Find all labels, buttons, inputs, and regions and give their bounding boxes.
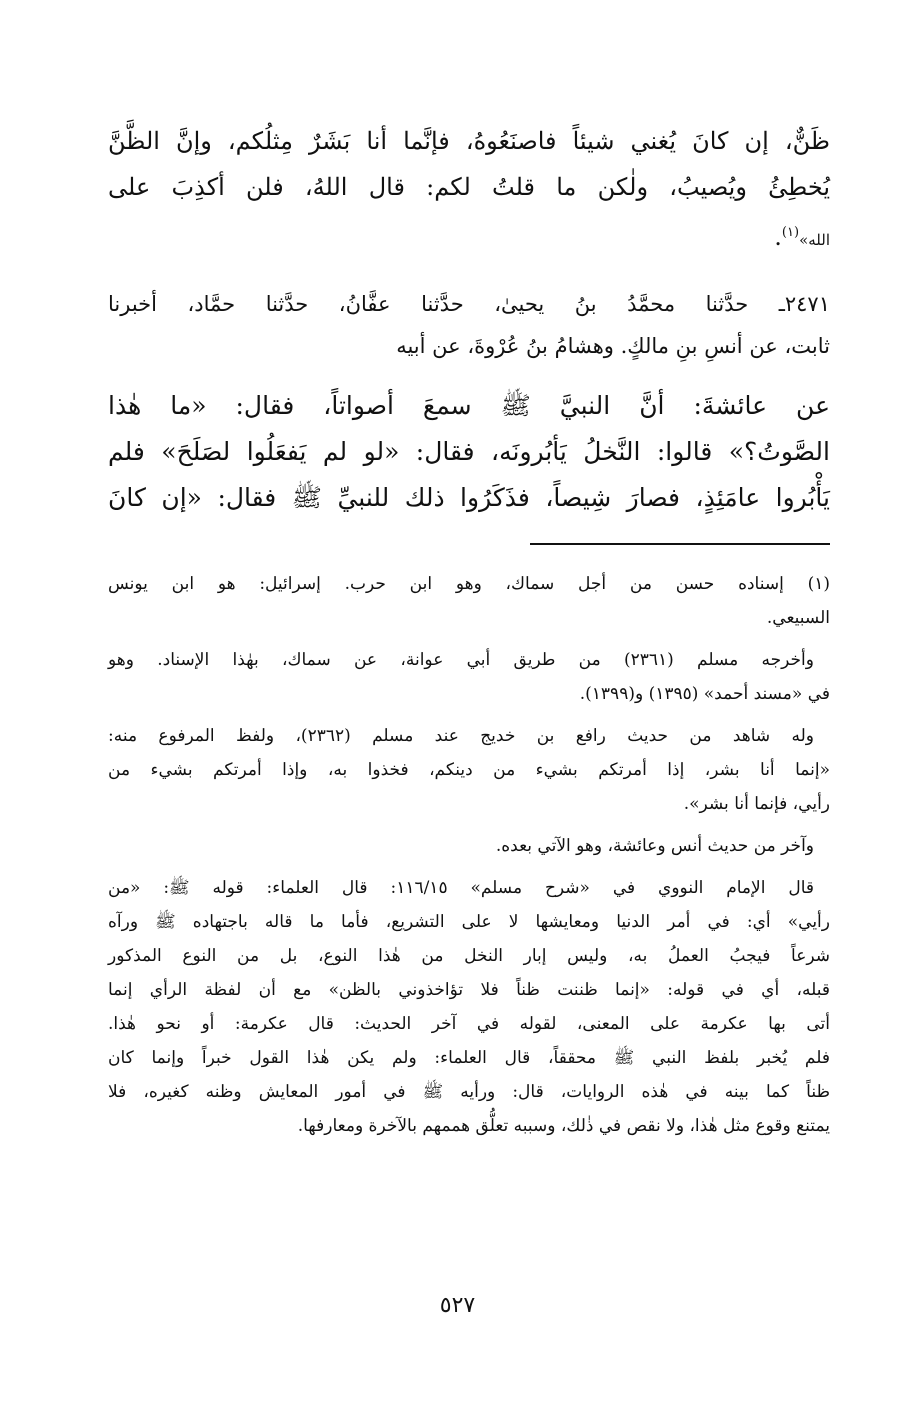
footnotes — [108, 567, 830, 1143]
footnote-line: السبيعي. — [766, 608, 830, 628]
footnote-paragraph — [108, 719, 830, 821]
footnote-reference: (١) — [781, 225, 800, 240]
footnote-line: رأيي» أي: في أمر الدنيا ومعايشها لا على التشريع، فأما ما قاله باجتهاده ﷺ ورآه — [108, 912, 830, 932]
footnote-line: قال الإمام النووي في «شرح مسلم» ١١٦/١٥: قال العلماء: قوله ﷺ: «من — [108, 878, 814, 898]
footnote-line: في «مسند أحمد» (١٣٩٥) و(١٣٩٩). — [579, 684, 830, 704]
main-text-word: الله» — [799, 231, 830, 249]
footnote-paragraph — [108, 643, 830, 711]
hadith-chain-line: ثابت، عن أنسِ بنِ مالكٍ. وهشامُ بنُ عُرْوةَ، عن أبيه — [396, 334, 830, 358]
footnote-paragraph — [108, 871, 830, 1143]
footnote-line: وله شاهد من حديث رافع بن خديج عند مسلم (٢٣٦٢)، ولفظ المرفوع منه: — [108, 726, 814, 746]
hadith-text-line: الصَّوتُ؟» قالوا: النَّخلُ يَأبُرونَه، فقال: «لو لم يَفعَلُوا لصَلَحَ» فلم — [108, 437, 830, 466]
footnote-line: وأخرجه مسلم (٢٣٦١) من طريق أبي عوانة، عن سماك، بهٰذا الإسناد. وهو — [108, 650, 814, 670]
hadith-text-line: عن عائشةَ: أنَّ النبيَّ ﷺ سمعَ أصواتاً، فقال: «ما هٰذا — [108, 391, 830, 420]
footnote-paragraph — [108, 567, 830, 635]
footnote-line: أتى بها عكرمة على المعنى، لقوله في آخر الحديث: قال عكرمة: أو نحو هٰذا. — [108, 1014, 830, 1034]
footnote-line: «إنما أنا بشر، إذا أمرتكم بشيء من دينكم، فخذوا به، وإذا أمرتكم بشيء من — [108, 760, 830, 780]
hadith-chain — [108, 283, 830, 367]
hadith-chain-line: ٢٤٧١ـ حدَّثنا محمَّدُ بنُ يحيىٰ، حدَّثنا عفَّانُ، حدَّثنا حمَّاد، أخبرنا — [108, 292, 830, 316]
footnote-line: ظناً كما بينه في هٰذه الروايات، قال: ورأيه ﷺ في أمور المعايش وظنه كغيره، فلا — [108, 1082, 830, 1102]
page-number: ٥٢٧ — [439, 1293, 476, 1318]
hadith-text — [108, 383, 830, 521]
main-text-line: ظَنٌّ، إن كانَ يُغني شيئاً فاصنَعُوهُ، فإنَّما أنا بَشَرٌ مِثلُكم، وإنَّ الظَّنَّ — [108, 127, 830, 155]
footnote-line: فلم يُخبر بلفظ النبي ﷺ محققاً، قال العلماء: ولم يكن هٰذا القول خبراً وإنما كان — [108, 1048, 830, 1068]
footnote-line: (١) إسناده حسن من أجل سماك، وهو ابن حرب. إسرائيل: هو ابن يونس — [108, 574, 830, 594]
main-text-line — [108, 210, 830, 263]
main-text-line: يُخطِئُ ويُصيبُ، ولٰكن ما قلتُ لكم: قال اللهُ، فلن أكذِبَ على — [108, 173, 830, 201]
footnote-paragraph — [108, 829, 830, 863]
footnote-line: رأيي، فإنما أنا بشر». — [683, 794, 830, 814]
footnote-line: قبله، أي في قوله: «إنما ظننت ظناً فلا تؤاخذوني بالظن» مع أن لفظة الرأي إنما — [108, 980, 830, 1000]
hadith-text-line: يَأْبُروا عامَئِذٍ، فصارَ شِيصاً، فذَكَرُوا ذلك للنبيِّ ﷺ فقال: «إن كانَ — [108, 483, 830, 512]
footnote-divider — [530, 543, 830, 545]
main-text-continuation — [108, 118, 830, 263]
footnote-line: وآخر من حديث أنس وعائشة، وهو الآتي بعده. — [495, 836, 814, 856]
main-text-punct: . — [774, 223, 782, 251]
footnote-line: شرعاً فيجبُ العملُ به، وليس إبار النخل من هٰذا النوع، بل من النوع المذكور — [108, 946, 830, 966]
footnote-line: يمتنع وقوع مثل هٰذا، ولا نقص في ذٰلك، وسببه تعلُّق هممهم بالآخرة ومعارفها. — [297, 1116, 830, 1136]
book-page — [108, 118, 830, 1358]
